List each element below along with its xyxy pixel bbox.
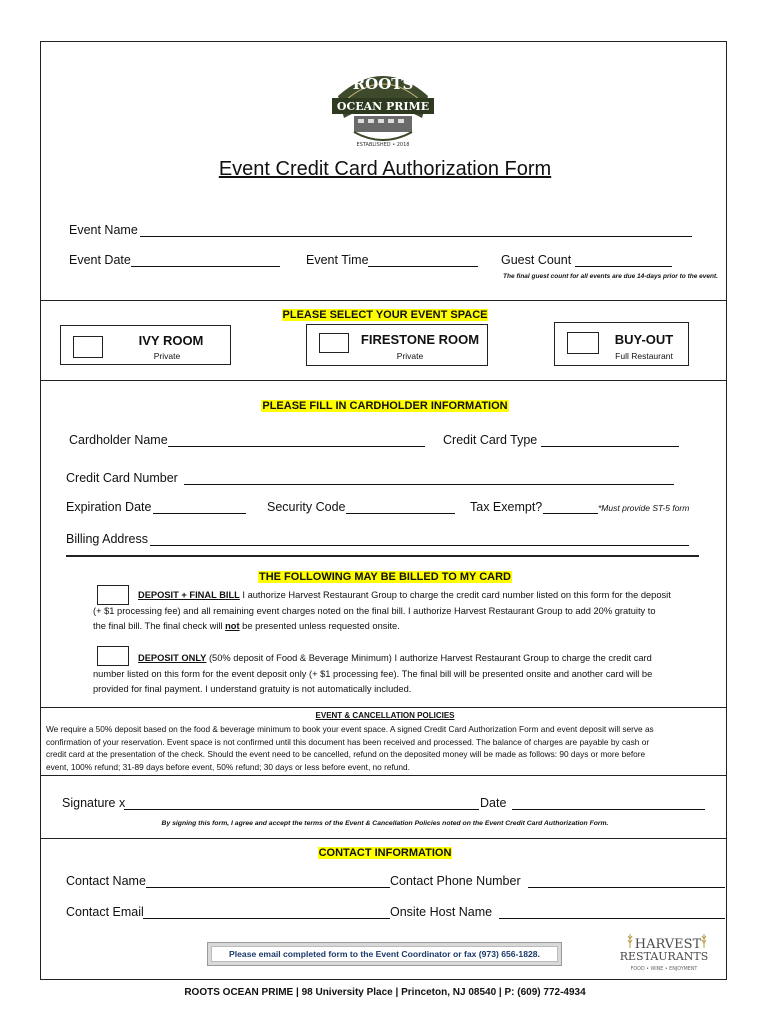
space-option-ivy-room[interactable]	[60, 325, 231, 365]
harvest-restaurants-logo	[612, 930, 716, 974]
divider-signature	[40, 775, 727, 776]
space-option-firestone-room[interactable]	[306, 324, 488, 366]
deposit-final-bill-text: DEPOSIT + FINAL BILL I authorize Harvest Restaurant Group to charge the credit card number listed on this form for the deposit (+ $1 processing fee) and all remaining event charges noted on the final bill. I authorize Harvest Restaurant Group to add 20% gratuity to the final bill. The final check will not be presented unless requested onsite.	[93, 590, 671, 631]
footer-address: ROOTS OCEAN PRIME | 98 University Place | Princeton, NJ 08540 | P: (609) 772-4934	[184, 987, 586, 998]
event-time-label: Event Time	[306, 253, 369, 267]
event-date-label: Event Date	[69, 253, 131, 267]
guest-count-note: The final guest count for all events are due 14-days prior to the event.	[503, 273, 718, 280]
tax-exempt-note: *Must provide ST-5 form	[598, 503, 690, 513]
tax-exempt-label: Tax Exempt?	[470, 500, 543, 514]
event-name-label: Event Name	[69, 223, 138, 237]
cardholder-name-label: Cardholder Name	[69, 433, 168, 447]
onsite-host-label: Onsite Host Name	[390, 905, 493, 919]
policies-text: We require a 50% deposit based on the food & beverage minimum to book your event space. A signed Credit Card Authorization Form and event deposit will serve as confirmation of your reservation. Event space is not confirmed until this document has been received and processed. The balance of charges are payable by cash or credit card at the presentation of the check. Should the event need to be cancelled, refund on the deposited money will be made as follows: 90 days or more before event, 100% refund; 31-89 days before event, 50% refund; 30 days or less before event, no refund.	[46, 724, 654, 772]
contact-email-label: Contact Email	[66, 905, 144, 919]
logo-established: ESTABLISHED • 2018	[356, 142, 410, 148]
deposit-only-title: DEPOSIT ONLY	[138, 653, 207, 663]
policies-heading: EVENT & CANCELLATION POLICIES	[315, 711, 455, 720]
firestone-room-label: FIRESTONE ROOM	[360, 332, 480, 347]
cardholder-name-field[interactable]	[168, 446, 425, 447]
event-space-heading: PLEASE SELECT YOUR EVENT SPACE	[282, 309, 488, 321]
signature-field[interactable]	[124, 809, 479, 810]
contact-phone-label: Contact Phone Number	[390, 874, 521, 888]
divider-cardholder	[40, 380, 727, 381]
event-name-field[interactable]	[140, 236, 692, 237]
card-type-label: Credit Card Type	[443, 433, 538, 447]
contact-name-field[interactable]	[146, 887, 390, 888]
security-code-label: Security Code	[267, 500, 346, 514]
logo-text-bottom: OCEAN PRIME	[336, 100, 430, 113]
signature-agreement: By signing this form, I agree and accept the terms of the Event & Cancellation Policies noted on the Event Credit Card Authorization Form.	[161, 820, 609, 827]
space-option-buy-out[interactable]	[554, 322, 689, 366]
ivy-room-sub: Private	[153, 351, 181, 361]
deposit-only-text: DEPOSIT ONLY (50% deposit of Food & Beverage Minimum) I authorize Harvest Restaurant Group to charge the credit card number listed on this form for the event deposit only (+ $1 processing fee). The final bill will be presented onsite and another card will be provided for final payment. I understand gratuity is not automatically included.	[93, 653, 653, 694]
harvest-logo-tagline: FOOD • WINE • ENJOYMENT	[630, 967, 698, 972]
signature-date-label: Date	[480, 796, 507, 810]
buy-out-label: BUY-OUT	[614, 332, 674, 347]
contact-email-field[interactable]	[143, 918, 390, 919]
divider-policies	[40, 707, 727, 708]
billing-address-label: Billing Address	[66, 532, 148, 546]
harvest-logo-line2: RESTAURANTS	[619, 950, 709, 963]
expiration-date-label: Expiration Date	[66, 500, 152, 514]
expiration-date-field[interactable]	[153, 513, 246, 514]
contact-phone-field[interactable]	[528, 887, 725, 888]
divider-contact	[40, 838, 727, 839]
email-note-box	[207, 942, 562, 966]
guest-count-label: Guest Count	[501, 253, 572, 267]
logo-text-top: ROOTS	[352, 75, 414, 93]
email-note-text: Please email completed form to the Event Coordinator or fax (973) 656-1828.	[211, 946, 558, 962]
form-title: Event Credit Card Authorization Form	[218, 158, 552, 180]
ivy-room-checkbox[interactable]	[73, 336, 103, 358]
harvest-logo-line1: HARVEST	[634, 937, 702, 952]
cardholder-heading: PLEASE FILL IN CARDHOLDER INFORMATION	[262, 400, 508, 412]
guest-count-field[interactable]	[575, 266, 672, 267]
buy-out-checkbox[interactable]	[567, 332, 599, 354]
billing-address-field[interactable]	[150, 545, 689, 546]
signature-label: Signature x	[62, 796, 126, 810]
billing-heading: THE FOLLOWING MAY BE BILLED TO MY CARD	[259, 571, 511, 583]
buy-out-sub: Full Restaurant	[615, 351, 673, 361]
contact-heading: CONTACT INFORMATION	[318, 847, 452, 859]
onsite-host-field[interactable]	[499, 918, 725, 919]
roots-ocean-prime-logo	[318, 58, 448, 150]
divider-event-space	[40, 300, 727, 301]
firestone-room-checkbox[interactable]	[319, 333, 349, 353]
firestone-room-sub: Private	[396, 351, 424, 361]
signature-date-field[interactable]	[512, 809, 705, 810]
event-date-field[interactable]	[131, 266, 280, 267]
card-number-label: Credit Card Number	[66, 471, 178, 485]
contact-name-label: Contact Name	[66, 874, 146, 888]
tax-exempt-field[interactable]	[543, 513, 598, 514]
card-type-field[interactable]	[541, 446, 679, 447]
card-number-field[interactable]	[184, 484, 674, 485]
event-time-field[interactable]	[368, 266, 478, 267]
deposit-final-bill-title: DEPOSIT + FINAL BILL	[138, 590, 240, 600]
ivy-room-label: IVY ROOM	[138, 333, 204, 348]
security-code-field[interactable]	[346, 513, 455, 514]
divider-billing	[66, 555, 699, 557]
